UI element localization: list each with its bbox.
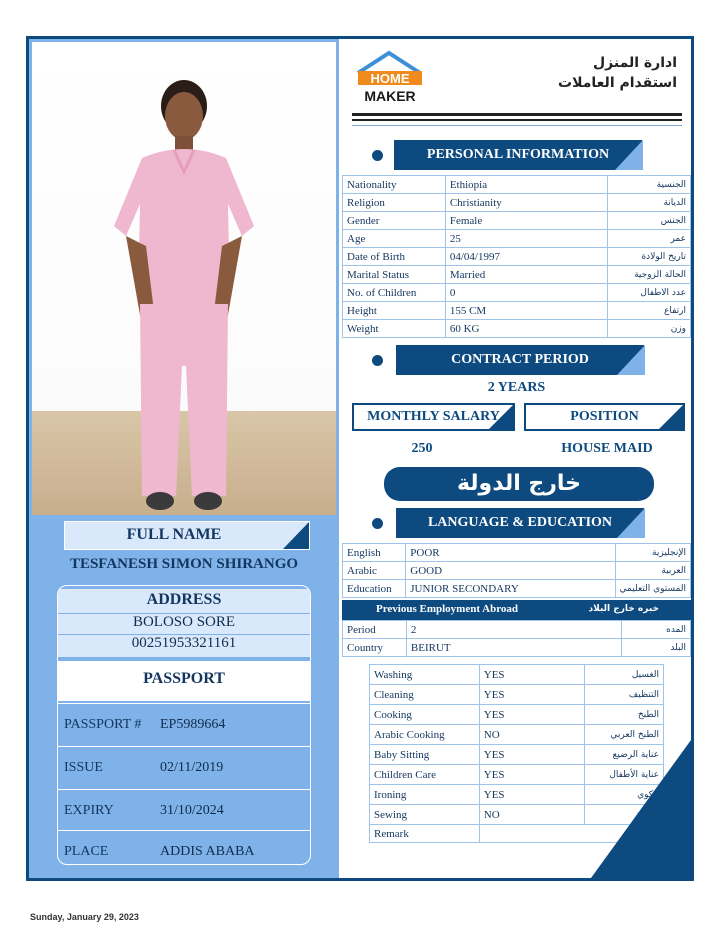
table-row [343, 248, 691, 266]
passport-row-issue [58, 746, 310, 789]
cell-arabic: العربية [615, 562, 690, 580]
contract-period-value: 2 YEARS [487, 380, 546, 395]
table-cell: Nationality [343, 176, 446, 194]
passport-row-label: EXPIRY [64, 803, 114, 818]
table-cell: YES [479, 765, 584, 785]
table-cell: Sewing [370, 805, 480, 825]
corner-decoration [591, 740, 691, 878]
table-cell: Date of Birth [343, 248, 446, 266]
passport-row-value: 31/10/2024 [160, 803, 224, 818]
table-row [343, 562, 691, 580]
position-label: POSITION [570, 409, 639, 424]
table-cell: 155 CM [445, 302, 607, 320]
bullet-icon [372, 518, 383, 529]
table-cell: Arabic Cooking [370, 725, 480, 745]
table-cell: YES [479, 745, 584, 765]
table-row [343, 320, 691, 338]
cell-arabic: ارتفاع [608, 302, 691, 320]
table-row [370, 665, 664, 685]
passport-row-label: PLACE [64, 844, 109, 859]
passport-row-expiry [58, 789, 310, 832]
table-cell: BEIRUT [406, 639, 621, 657]
personal-info-header [394, 140, 642, 170]
right-column [342, 39, 691, 878]
table-cell: Arabic [343, 562, 406, 580]
table-cell: Age [343, 230, 446, 248]
table-cell: Marital Status [343, 266, 446, 284]
table-row [370, 685, 664, 705]
table-cell: Cleaning [370, 685, 480, 705]
cell-arabic: عدد الاطفال [608, 284, 691, 302]
cell-arabic: الكوي [585, 785, 664, 805]
cell-arabic: الطبخ [585, 705, 664, 725]
table-cell: YES [479, 665, 584, 685]
table-cell: No. of Children [343, 284, 446, 302]
table-row [343, 194, 691, 212]
address-passport-panel [57, 585, 311, 865]
arabic-title-line1: ادارة المنزل [593, 55, 677, 71]
fullname-value: TESFANESH SIMON SHIRANGO [69, 556, 299, 572]
cell-arabic: الديانة [608, 194, 691, 212]
table-cell: English [343, 544, 406, 562]
table-row [343, 580, 691, 598]
table-cell: Education [343, 580, 406, 598]
table-cell: POOR [406, 544, 615, 562]
contract-period-header [396, 345, 644, 375]
cell-arabic: خياطة [585, 805, 664, 825]
cell-arabic: الجنس [608, 212, 691, 230]
passport-row-value: ADDIS ABABA [160, 844, 255, 859]
table-row [343, 284, 691, 302]
previous-employment-table [342, 620, 691, 657]
previous-employment-title-ar: خبره خارج البلاد [588, 604, 659, 614]
passport-row-value: EP5989664 [160, 717, 226, 732]
table-row [343, 544, 691, 562]
cell-arabic: عناية الأطفال [585, 765, 664, 785]
logo-text-maker: MAKER [364, 88, 416, 104]
cv-card [26, 36, 694, 881]
table-cell: YES [479, 785, 584, 805]
table-cell: YES [479, 685, 584, 705]
cell-arabic: المستوي التعليمي [615, 580, 690, 598]
fullname-label: FULL NAME [126, 526, 222, 543]
personal-info-title: PERSONAL INFORMATION [426, 147, 610, 162]
table-row [370, 705, 664, 725]
passport-row-value: 02/11/2019 [160, 760, 224, 775]
table-cell: NO [479, 805, 584, 825]
cell-arabic: عمر [608, 230, 691, 248]
cell-arabic: الطبخ العربي [585, 725, 664, 745]
previous-employment-title: Previous Employment Abroad [376, 603, 518, 615]
table-cell: Religion [343, 194, 446, 212]
table-row [343, 639, 691, 657]
address-phone: 00251953321161 [58, 635, 310, 657]
table-row [343, 212, 691, 230]
cell-arabic: المده [622, 621, 691, 639]
passport-label: PASSPORT [58, 661, 310, 701]
table-cell: Gender [343, 212, 446, 230]
table-row [343, 266, 691, 284]
cell-arabic: البلد [622, 639, 691, 657]
table-cell: Weight [343, 320, 446, 338]
bullet-icon [372, 150, 383, 161]
table-cell: Ethiopia [445, 176, 607, 194]
arabic-agency-title [558, 53, 677, 93]
table-cell: Children Care [370, 765, 480, 785]
table-cell: 60 KG [445, 320, 607, 338]
cell-arabic: التنظيف [585, 685, 664, 705]
table-cell: Height [343, 302, 446, 320]
contract-period-title: CONTRACT PERIOD [451, 352, 589, 367]
table-cell: Christianity [445, 194, 607, 212]
table-cell: YES [479, 705, 584, 725]
remark-label: Remark [370, 825, 480, 843]
table-cell: 0 [445, 284, 607, 302]
left-column [29, 39, 339, 878]
table-row [343, 230, 691, 248]
table-cell: Washing [370, 665, 480, 685]
table-cell: 2 [406, 621, 621, 639]
table-cell: Country [343, 639, 407, 657]
address-label: ADDRESS [58, 589, 310, 613]
cell-arabic: الغسيل [585, 665, 664, 685]
abroad-pill: خارج الدولة [384, 467, 654, 501]
monthly-salary-label-box [352, 403, 515, 431]
cell-arabic: الجنسية [608, 176, 691, 194]
footer-date: Sunday, January 29, 2023 [30, 912, 139, 922]
passport-row-label: ISSUE [64, 760, 103, 775]
cell-arabic: وزن [608, 320, 691, 338]
table-cell: GOOD [406, 562, 615, 580]
language-education-title: LANGUAGE & EDUCATION [427, 515, 613, 530]
position-value: HOUSE MAID [561, 441, 653, 456]
monthly-salary-value: 250 [411, 441, 433, 456]
bullet-icon [372, 355, 383, 366]
table-row [343, 176, 691, 194]
home-maker-logo [352, 49, 426, 107]
table-cell: Married [445, 266, 607, 284]
fullname-label-box [64, 521, 310, 550]
table-cell: Cooking [370, 705, 480, 725]
passport-row-place [58, 830, 310, 865]
candidate-photo [32, 42, 336, 515]
person-illustration [104, 76, 264, 515]
address-line1: BOLOSO SORE [58, 614, 310, 634]
table-cell: NO [479, 725, 584, 745]
logo-text-home: HOME [370, 71, 410, 86]
cell-arabic: الإنجليزية [615, 544, 690, 562]
cell-arabic: الحالة الزوجية [608, 266, 691, 284]
table-cell: JUNIOR SECONDARY [406, 580, 615, 598]
table-cell: Period [343, 621, 407, 639]
position-label-box [524, 403, 685, 431]
passport-row-label: PASSPORT # [64, 717, 142, 732]
cell-arabic: تاريخ الولادة [608, 248, 691, 266]
language-education-table [342, 543, 691, 598]
monthly-salary-label: MONTHLY SALARY [367, 409, 500, 424]
passport-row-number [58, 703, 310, 746]
language-education-header [396, 508, 644, 538]
table-row [343, 621, 691, 639]
cell-arabic: عناية الرضيع [585, 745, 664, 765]
table-cell: Baby Sitting [370, 745, 480, 765]
personal-info-table [342, 175, 691, 338]
table-cell: Female [445, 212, 607, 230]
table-cell: Ironing [370, 785, 480, 805]
table-cell: 04/04/1997 [445, 248, 607, 266]
arabic-title-line2: استقدام العاملات [558, 75, 677, 91]
table-cell: 25 [445, 230, 607, 248]
previous-employment-header [342, 600, 691, 620]
table-row [343, 302, 691, 320]
